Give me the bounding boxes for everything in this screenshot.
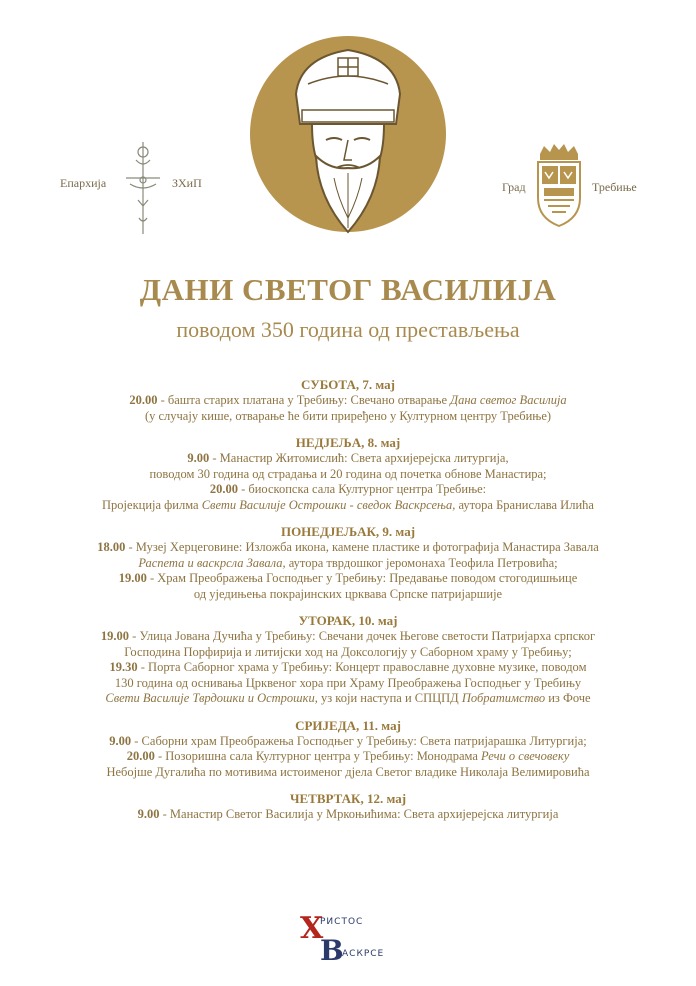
cross-icon [122,140,164,236]
logo-letter-v: В [320,934,344,967]
event-line [0,482,696,498]
event-line [0,749,696,765]
event-title: Речи о свечовеку [481,749,570,763]
event-title: Свети Василије Острошки - сведок Васкрсења, [201,497,456,512]
eparchy-label: Епархија [60,176,107,190]
event-time: 20.00 [209,482,238,496]
zhip-label: ЗХиП [172,176,202,190]
event-title: Дана светог Василија [450,393,567,407]
logo-bottom-text: АСКРСЕ [342,949,385,959]
event-time: 20.00 [126,749,155,763]
event-time: 9.00 [187,451,210,465]
event-title: Распета и васкрсла Завала, [138,555,286,570]
event-time: 18.00 [97,540,126,554]
eparchy-logo [60,140,230,240]
event-line [0,393,696,409]
event-line [0,498,696,514]
saint-icon [250,28,446,240]
coat-of-arms-icon [534,140,584,232]
trebinje-logo [496,140,666,240]
event-text-rest-2: из Фоче [545,691,591,705]
event-line [0,409,696,425]
event-line [0,571,696,587]
event-line [0,556,696,572]
event-text: - башта старих платана у Требињу: Свечано отварање [157,393,451,407]
event-line [0,676,696,692]
event-time: 20.00 [129,393,158,407]
event-text: - Позоришна сала Културног центра у Требињу: Монодрама [154,749,482,763]
event-text: - Порта Саборног храма у Требињу: Концерт православне духовне музике, поводом [137,660,587,674]
event-line [0,540,696,556]
event-title: Свети Василије Тврдошки и Острошки, [105,691,318,705]
logo-letter-x: Х [300,911,324,946]
event-line [0,734,696,750]
event-text: поводом 30 година од страдања и 20 година од почетка обнове Манастира; [149,466,547,481]
event-text: - Манастир Светог Василија у Мркоњићима: Света архијерејска литургија [159,807,559,821]
christ-is-risen-logo [296,908,406,968]
event-text: Господина Порфирија и литијски ход на Доксологију у Саборном храму у Требињу; [124,644,572,659]
day-title: УТОРАК, 10. мај [298,613,398,628]
day-block [0,434,696,513]
day-block [0,790,696,823]
event-line [0,629,696,645]
logo-top-text: РИСТОС [320,917,364,927]
event-text: (у случају кише, отварање ће бити приређено у Културном центру Требиње) [144,408,552,423]
event-line [0,467,696,483]
event-line [0,765,696,781]
poster-title: ДАНИ СВЕТОГ ВАСИЛИЈА [139,272,557,307]
event-line [0,807,696,823]
poster-header [0,0,696,270]
city-label: Град [502,180,526,194]
day-title: ЧЕТВРТАК, 12. мај [289,791,407,806]
event-line [0,451,696,467]
event-time: 19.00 [118,571,147,585]
day-block [0,717,696,781]
christ-is-risen-icon [296,908,406,968]
event-line [0,645,696,661]
event-text: - Храм Преображења Господњег у Требињу: Предавање поводом стогодишњице [146,571,578,585]
event-text: - Манастир Житомислић: Света архијерејска литургија, [209,451,509,465]
day-title: НЕДЈЕЉА, 8. мај [295,435,401,450]
day-title: ПОНЕДЈЕЉАК, 9. мај [280,524,416,539]
day-block [0,523,696,602]
event-time: 9.00 [109,733,132,748]
day-title: СУБОТА, 7. мај [301,377,395,392]
event-text-rest: аутора Бранислава Илића [455,497,594,512]
day-block [0,376,696,424]
event-line [0,587,696,603]
poster-subtitle: поводом 350 година од престављења [176,317,520,342]
day-block [0,612,696,707]
event-text-rest: уз који наступа и СПЦПД [317,691,462,705]
event-time: 19.30 [109,660,138,674]
event-text: од уједињења покрајинских црквава Српске патријаршије [193,586,503,601]
event-line [0,691,696,707]
event-text: Пројекција филма [102,497,202,512]
event-time: 9.00 [137,807,160,821]
event-line [0,660,696,676]
event-text: - Улица Јована Дучића у Требињу: Свечани дочек Његове светости Патријарха српског [129,629,596,643]
event-text: 130 година од оснивања Црквеног хора при Храму Преображења Господњег у Требињу [114,675,582,690]
event-text: - Музеј Херцеговине: Изложба икона, камене пластике и фотографија Манастира Завала [125,540,599,554]
day-title: СРИЈЕДА, 11. мај [295,717,401,733]
event-time: 19.00 [100,629,130,643]
event-title-2: Побратимство [461,691,546,705]
event-text-rest: аутора тврдошког јеромонаха Теофила Петровића; [285,555,558,570]
event-text: - Саборни храм Преображења Господњег у Требињу: Света патријарашка Литургија; [131,733,587,748]
event-text: - биоскопска сала Културног центра Требиње: [237,482,487,496]
program-schedule [0,376,696,833]
trebinje-label: Требиње [592,180,637,194]
event-text: Небојше Дугалића по мотивима истоименог дјела Светог владике Николаја Велимировића [106,764,590,779]
